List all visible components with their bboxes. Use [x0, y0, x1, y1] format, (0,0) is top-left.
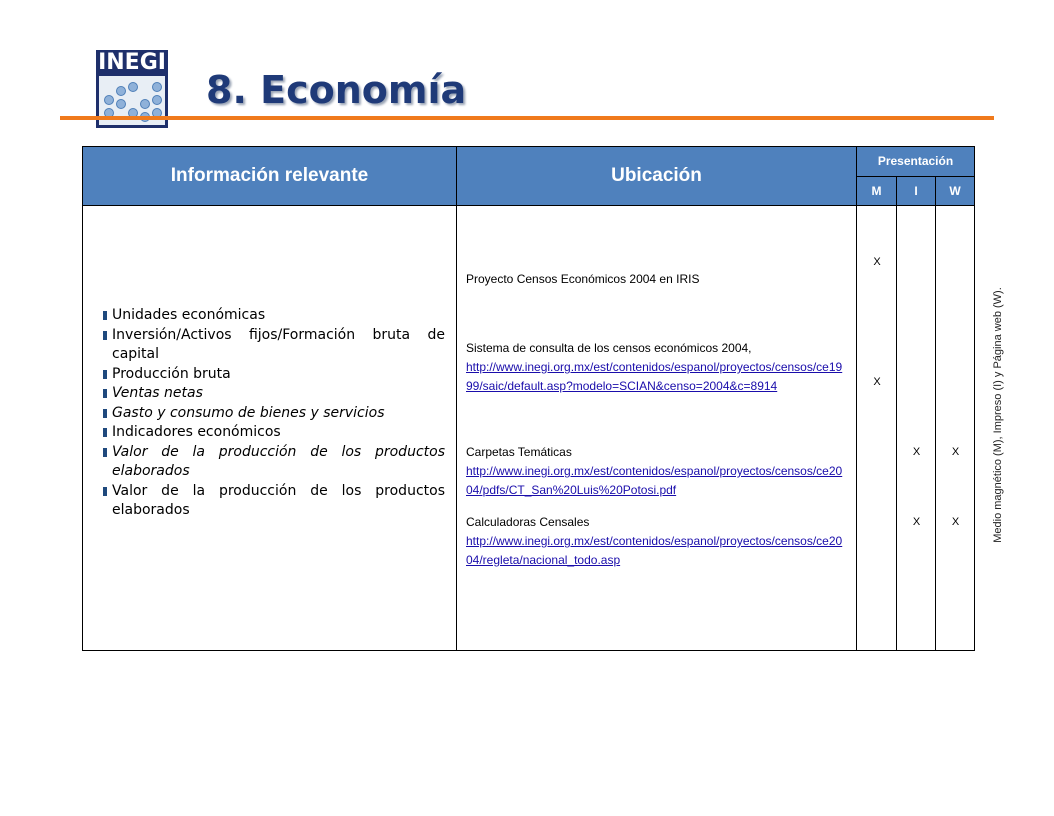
carpetas-link[interactable]: http://www.inegi.org.mx/est/contenidos/espanol/proyectos/censos/ce2004/pdfs/CT_San%20Luis%20Potosi.pdf — [466, 464, 843, 497]
bullet-icon — [103, 487, 107, 496]
m-cell — [857, 206, 897, 651]
saic-link[interactable]: http://www.inegi.org.mx/est/contenidos/espanol/proyectos/censos/ce1999/saic/default.asp?modelo=SCIAN&censo=2004&c=8914 — [466, 360, 843, 393]
logo-dot-grid — [96, 76, 168, 128]
header-info-relevante: Información relevante — [83, 147, 457, 206]
bullet-icon — [103, 389, 107, 398]
header-presentacion: Presentación — [857, 147, 975, 177]
mark-i-carpetas: X — [912, 446, 921, 458]
logo-dot — [116, 99, 126, 109]
logo-text: INEGI — [96, 50, 168, 76]
mark-w-calculadoras: X — [951, 516, 960, 528]
mark-i-calculadoras: X — [912, 516, 921, 528]
bullet-icon — [103, 448, 107, 457]
info-list — [103, 306, 445, 521]
title-underline — [60, 116, 994, 120]
bullet-icon — [103, 428, 107, 437]
mark-m-iris: X — [873, 256, 881, 268]
information-table — [82, 146, 975, 651]
w-cell — [936, 206, 975, 651]
logo-dot — [104, 95, 114, 105]
list-item: Indicadores económicos — [103, 423, 445, 443]
location-title: Calculadoras Censales — [466, 515, 590, 529]
i-cell — [897, 206, 936, 651]
list-item: Gasto y consumo de bienes y servicios — [103, 404, 445, 424]
list-item: Producción bruta — [103, 365, 445, 385]
bullet-icon — [103, 370, 107, 379]
location-title: Carpetas Temáticas — [466, 445, 572, 459]
location-entry-calculadoras — [466, 513, 848, 570]
location-cell — [457, 206, 857, 651]
header-ubicacion: Ubicación — [457, 147, 857, 206]
mark-w-carpetas: X — [951, 446, 960, 458]
location-title: Sistema de consulta de los censos económicos 2004, — [466, 341, 752, 355]
bullet-icon — [103, 409, 107, 418]
logo-dot — [140, 99, 150, 109]
list-item: Valor de la producción de los productos elaborados — [103, 482, 445, 521]
location-entry-carpetas — [466, 443, 848, 500]
legend-note — [990, 260, 1006, 570]
calculadoras-link[interactable]: http://www.inegi.org.mx/est/contenidos/espanol/proyectos/censos/ce2004/regleta/nacional_todo.asp — [466, 534, 843, 567]
logo-dot — [128, 82, 138, 92]
header-m: M — [857, 176, 897, 206]
list-item: Inversión/Activos fijos/Formación bruta de capital — [103, 326, 445, 365]
location-entry-iris — [466, 270, 848, 289]
list-item: Unidades económicas — [103, 306, 445, 326]
header-i: I — [897, 176, 936, 206]
logo-dot — [116, 86, 126, 96]
legend-note-text: Medio magnético (M), Impreso (I) y Página web (W). — [992, 287, 1004, 543]
location-title: Proyecto Censos Económicos 2004 en IRIS — [466, 272, 700, 286]
bullet-icon — [103, 311, 107, 320]
list-item: Valor de la producción de los productos elaborados — [103, 443, 445, 482]
list-item: Ventas netas — [103, 384, 445, 404]
mark-m-saic: X — [873, 376, 881, 388]
info-cell — [83, 206, 457, 651]
header-w: W — [936, 176, 975, 206]
location-entry-saic — [466, 339, 848, 396]
logo-dot — [152, 95, 162, 105]
page-title: 8. Economía — [206, 68, 467, 112]
logo-dot — [152, 82, 162, 92]
bullet-icon — [103, 331, 107, 340]
